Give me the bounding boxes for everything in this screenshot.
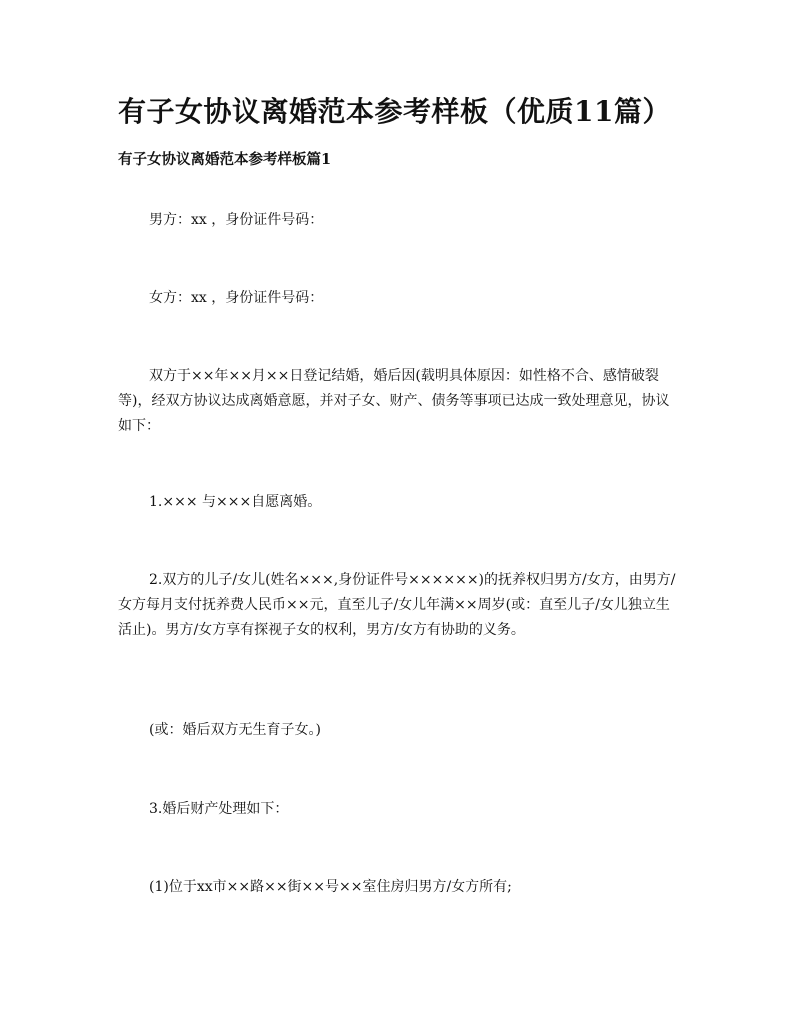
section-heading: 有子女协议离婚范本参考样板篇1 (118, 151, 332, 168)
paragraph-marriage-background: 双方于××年××月××日登记结婚，婚后因(载明具体原因：如性格不合、感情破裂等)，经双方协议达成离婚意愿，并对子女、财产、债务等事项已达成一致处理意见，协议如下： (118, 368, 670, 434)
paragraph-clause-3-item-1: (1)位于xx市××路××街××号××室住房归男方/女方所有; (149, 879, 512, 895)
paragraph-clause-2: 2.双方的儿子/女儿(姓名×××,身份证件号××××××)的抚养权归男方/女方，由男方/女方每月支付抚养费人民币××元，直至儿子/女儿年满××周岁(或：直至儿子/女儿独立生活止)。男方/女方享有探视子女的权利，男方/女方有协助的义务。 (118, 572, 676, 638)
paragraph-clause-1: 1.××× 与×××自愿离婚。 (149, 494, 322, 510)
paragraph-clause-3: 3.婚后财产处理如下： (149, 801, 289, 817)
paragraph-male-party: 男方：xx ，身份证件号码： (149, 212, 324, 228)
paragraph-clause-2-alternative: (或：婚后双方无生育子女。) (149, 722, 321, 738)
document-title: 有子女协议离婚范本参考样板（优质11篇） (118, 95, 671, 128)
paragraph-female-party: 女方：xx ，身份证件号码： (149, 290, 324, 306)
